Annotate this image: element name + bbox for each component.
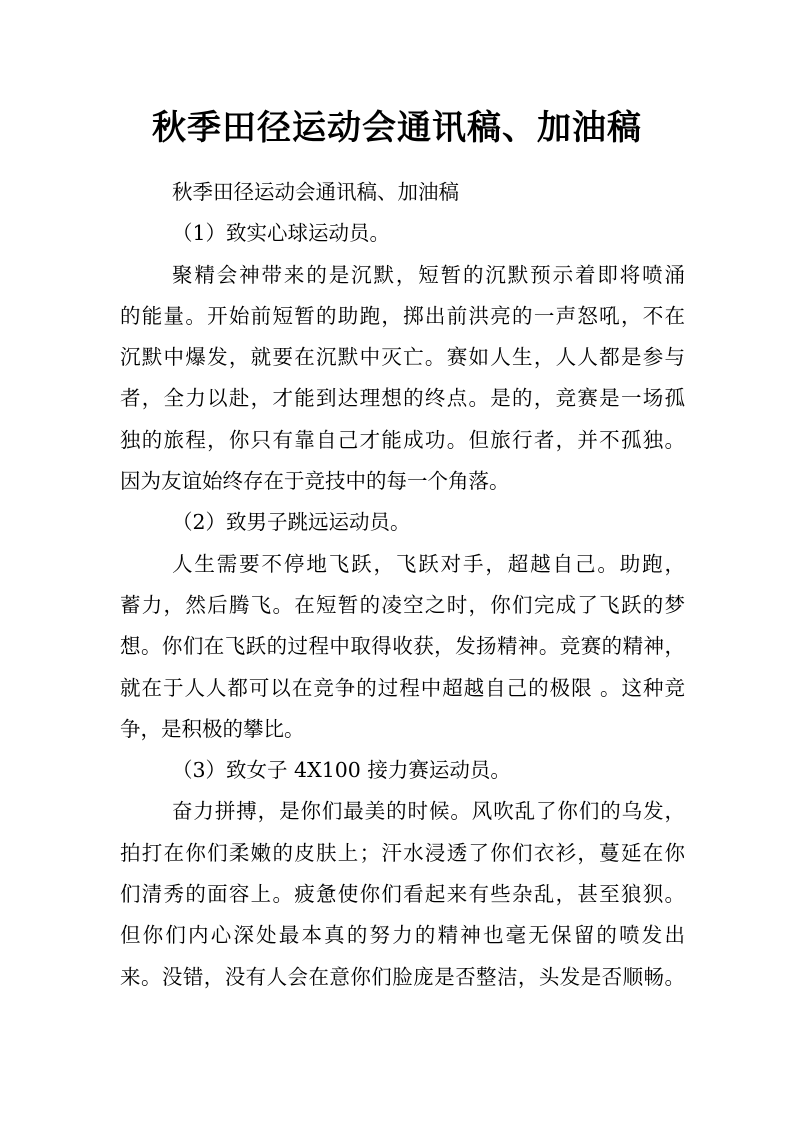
paragraph-line: 奋力拼搏，是你们最美的时候。风吹乱了你们的乌发， xyxy=(172,799,685,824)
paragraph-line: 人生需要不停地飞跃，飞跃对手，超越自己。助跑， xyxy=(172,551,685,576)
paragraph-line: 但你们内心深处最本真的努力的精神也毫无保留的喷发出 xyxy=(120,923,685,948)
paragraph-line: 想。你们在飞跃的过程中取得收获，发扬精神。竞赛的精神， xyxy=(120,634,685,659)
section-heading-2: （2）致男子跳远运动员。 xyxy=(172,510,411,535)
section-heading-1: （1）致实心球运动员。 xyxy=(172,221,391,246)
paragraph-line: 拍打在你们柔嫩的皮肤上；汗水浸透了你们衣衫，蔓延在你 xyxy=(120,840,685,865)
paragraph-line: 们清秀的面容上。疲惫使你们看起来有些杂乱，甚至狼狈。 xyxy=(120,882,685,907)
paragraph-line: 独的旅程，你只有靠自己才能成功。但旅行者，并不孤独。 xyxy=(120,427,685,452)
paragraph-line: 者，全力以赴，才能到达理想的终点。是的，竞赛是一场孤 xyxy=(120,386,685,411)
paragraph-line: 因为友谊始终存在于竞技中的每一个角落。 xyxy=(120,469,510,494)
paragraph-line: 蓄力，然后腾飞。在短暂的凌空之时，你们完成了飞跃的梦 xyxy=(120,592,685,617)
section-heading-3: （3）致女子 4X100 接力赛运动员。 xyxy=(172,758,511,783)
paragraph-line: 争，是积极的攀比。 xyxy=(120,716,305,741)
document-body xyxy=(120,172,685,998)
paragraph-line: 沉默中爆发，就要在沉默中灭亡。赛如人生，人人都是参与 xyxy=(120,345,685,370)
paragraph-line: 的能量。开始前短暂的助跑，掷出前洪亮的一声怒吼，不在 xyxy=(120,303,685,328)
subtitle-line: 秋季田径运动会通讯稿、加油稿 xyxy=(172,180,459,204)
paragraph-line: 来。没错，没有人会在意你们脸庞是否整洁，头发是否顺畅。 xyxy=(120,964,685,989)
paragraph-line: 就在于人人都可以在竞争的过程中超越自己的极限 。这种竞 xyxy=(120,675,685,700)
paragraph-line: 聚精会神带来的是沉默，短暂的沉默预示着即将喷涌 xyxy=(172,262,685,287)
document-title: 秋季田径运动会通讯稿、加油稿 xyxy=(152,108,642,148)
